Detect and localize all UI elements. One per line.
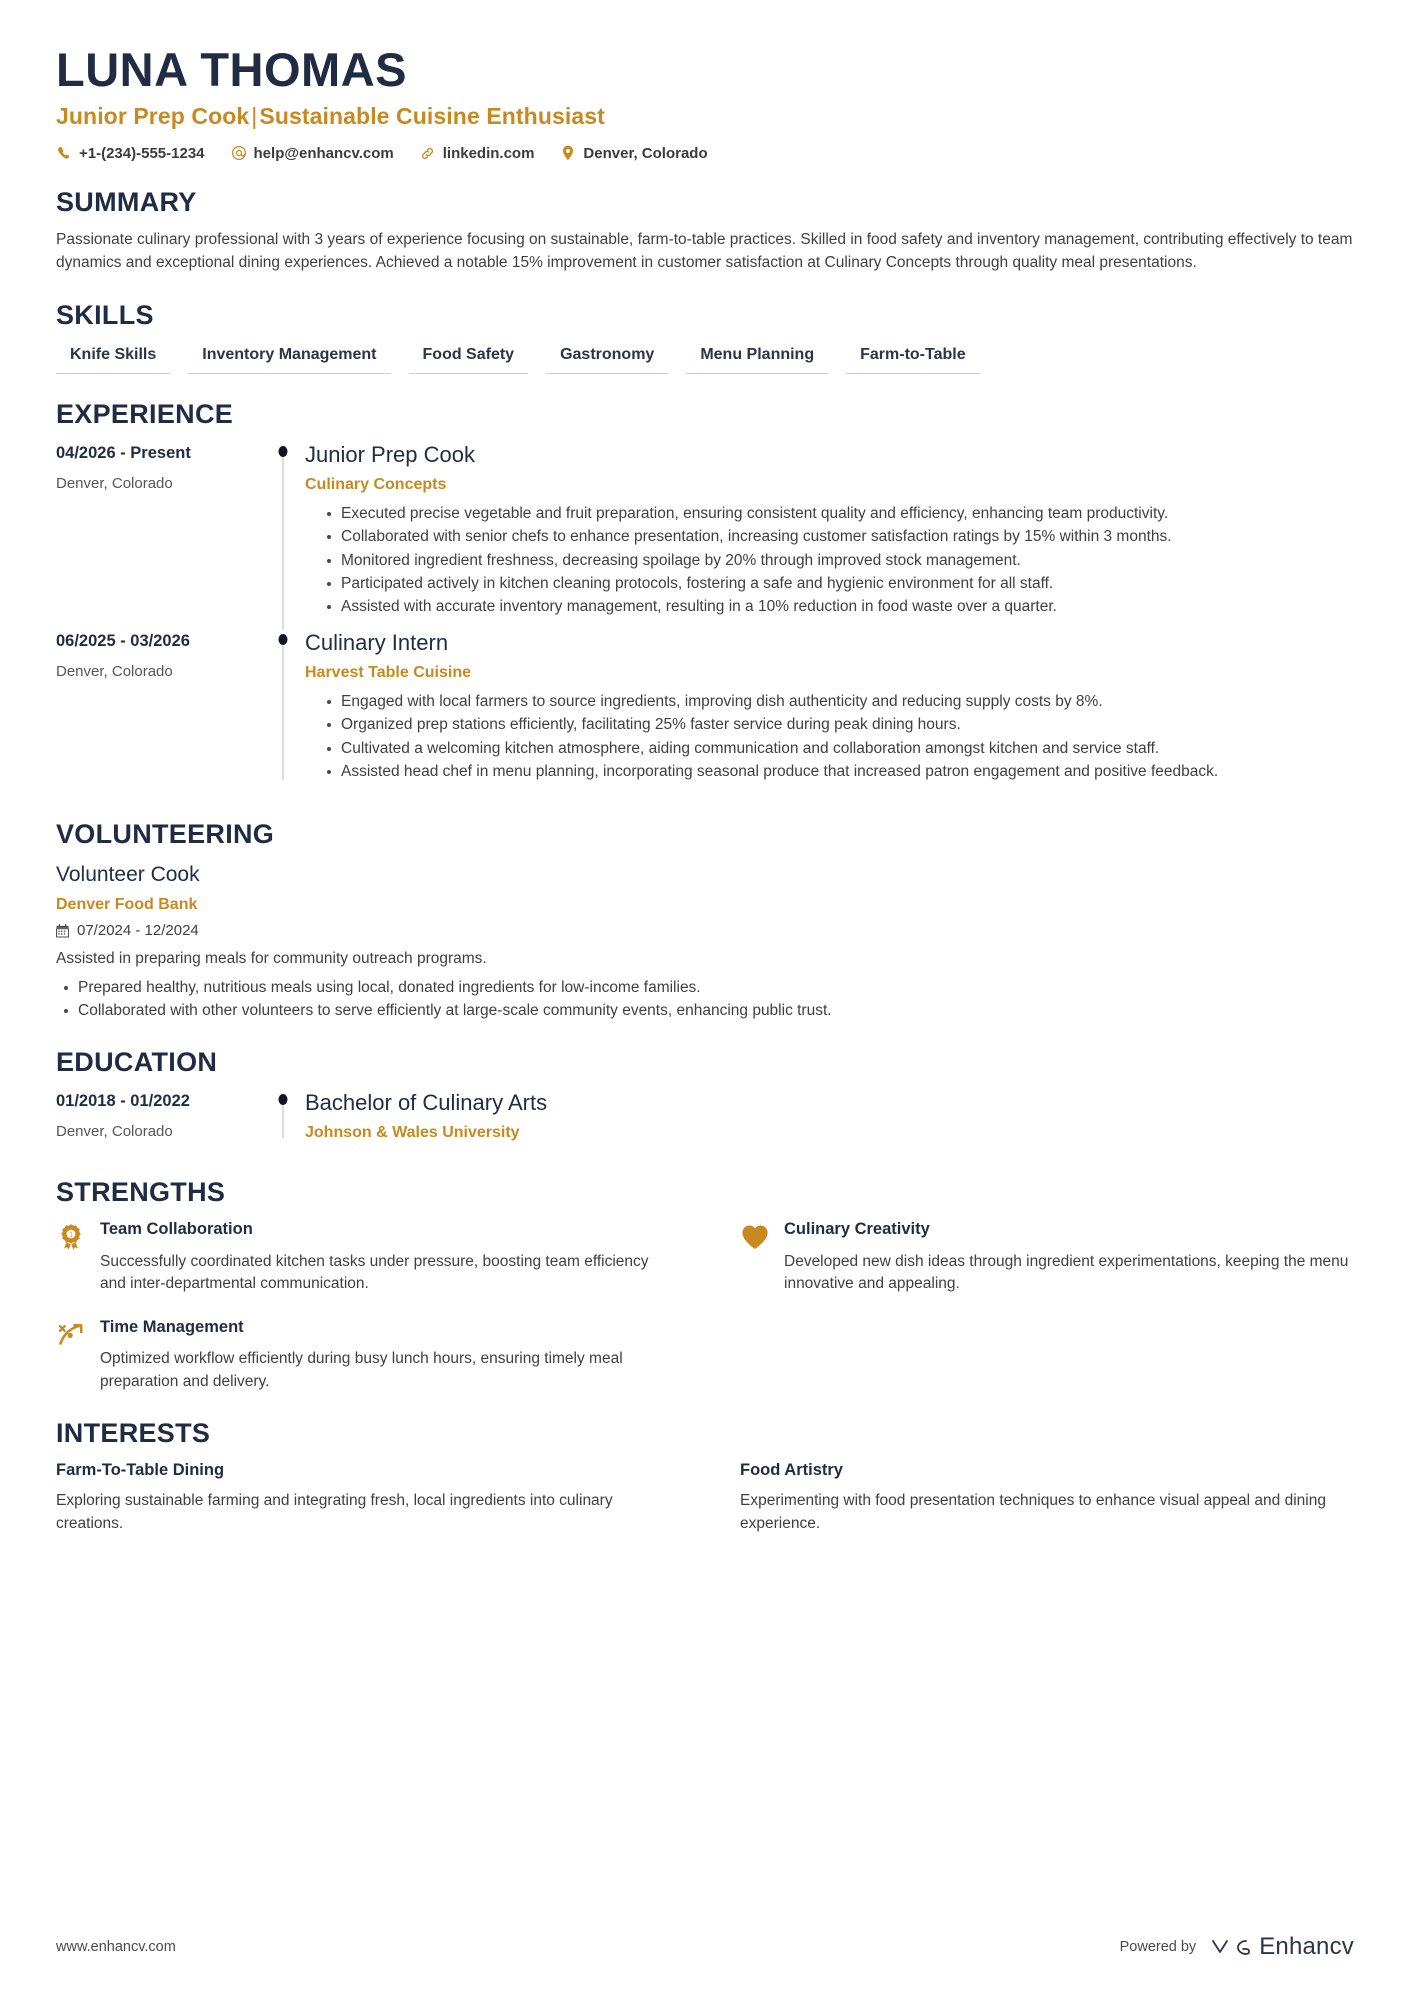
calendar-icon	[56, 924, 69, 938]
candidate-name: LUNA THOMAS	[56, 43, 408, 96]
timeline-rail	[261, 630, 305, 795]
experience-bullet: Monitored ingredient freshness, decreasing spoilage by 20% through improved stock management.	[327, 550, 1354, 572]
headline-subtitle: Sustainable Cuisine Enthusiast	[259, 102, 605, 129]
location-pin-icon	[560, 145, 576, 161]
experience-detail	[305, 442, 1354, 630]
phone-icon	[56, 145, 72, 161]
summary-title: SUMMARY	[56, 186, 197, 217]
strength-item	[740, 1220, 1354, 1296]
heart-icon	[740, 1222, 770, 1252]
education-detail	[305, 1090, 1354, 1152]
experience-bullet: Assisted head chef in menu planning, incorporating seasonal produce that increased patron engagement and positive feedback.	[327, 761, 1354, 783]
timeline-rail	[261, 1090, 305, 1152]
interest-title: Food Artistry	[740, 1461, 843, 1480]
experience-section	[56, 400, 1354, 794]
education-institution: Johnson & Wales University	[305, 1124, 520, 1142]
contact-location-text: Denver, Colorado	[583, 144, 708, 162]
interests-section	[56, 1419, 1354, 1535]
enhancv-logo	[1210, 1933, 1354, 1961]
interests-title: INTERESTS	[56, 1418, 211, 1449]
enhancv-wordmark: Enhancv	[1259, 1933, 1354, 1960]
experience-location: Denver, Colorado	[56, 662, 173, 680]
strengths-grid-spacer	[740, 1318, 1354, 1394]
volunteering-title: VOLUNTEERING	[56, 819, 275, 850]
timeline-dot-icon	[279, 446, 288, 457]
contact-email-text: help@enhancv.com	[253, 144, 394, 162]
experience-detail	[305, 630, 1354, 795]
experience-organization: Harvest Table Cuisine	[305, 663, 471, 681]
enhancv-mark-icon	[1210, 1934, 1250, 1960]
education-degree: Bachelor of Culinary Arts	[305, 1089, 548, 1115]
experience-entry	[56, 442, 1354, 630]
experience-bullet: Organized prep stations efficiently, facilitating 25% faster service during peak dining hours.	[327, 714, 1354, 736]
contact-phone[interactable]	[56, 145, 205, 162]
timeline-rail	[261, 442, 305, 630]
volunteering-organization: Denver Food Bank	[56, 896, 198, 914]
headline-divider: |	[251, 102, 258, 129]
education-section	[56, 1048, 1354, 1152]
experience-bullets	[305, 503, 1354, 619]
experience-role: Culinary Intern	[305, 629, 449, 655]
experience-role: Junior Prep Cook	[305, 441, 475, 467]
skills-title: SKILLS	[56, 300, 154, 331]
page-footer	[56, 1933, 1354, 1961]
experience-title: EXPERIENCE	[56, 398, 234, 429]
contact-email[interactable]	[231, 145, 394, 162]
experience-bullet: Assisted with accurate inventory management, resulting in a 10% reduction in food waste over a quarter.	[327, 596, 1354, 618]
skill-item: Food Safety	[409, 343, 529, 374]
skill-item: Inventory Management	[188, 343, 390, 374]
experience-organization: Culinary Concepts	[305, 475, 447, 493]
experience-bullet: Cultivated a welcoming kitchen atmosphere, aiding communication and collaboration amongst kitchen and service staff.	[327, 738, 1354, 760]
experience-entry	[56, 630, 1354, 795]
experience-location: Denver, Colorado	[56, 474, 173, 492]
experience-meta	[56, 630, 261, 795]
volunteering-bullet: Prepared healthy, nutritious meals using local, donated ingredients for low-income families.	[64, 977, 1354, 999]
education-location: Denver, Colorado	[56, 1122, 173, 1140]
footer-website[interactable]: www.enhancv.com	[56, 1939, 176, 1955]
strengths-grid	[56, 1220, 1354, 1393]
interest-item	[56, 1461, 670, 1535]
education-meta	[56, 1090, 261, 1152]
skills-section	[56, 301, 1354, 374]
volunteering-description: Assisted in preparing meals for community outreach programs.	[56, 950, 487, 968]
interest-description: Exploring sustainable farming and integrating fresh, local ingredients into culinary creations.	[56, 1492, 613, 1532]
headline-title: Junior Prep Cook	[56, 102, 250, 129]
interest-description: Experimenting with food presentation techniques to enhance visual appeal and dining experience.	[740, 1492, 1326, 1532]
contact-phone-text: +1-(234)-555-1234	[79, 144, 205, 162]
contact-location	[560, 145, 707, 162]
experience-bullet: Engaged with local farmers to source ingredients, improving dish authenticity and reducing supply costs by 8%.	[327, 691, 1354, 713]
svg-text:1: 1	[69, 1232, 73, 1239]
volunteering-role: Volunteer Cook	[56, 862, 200, 886]
skill-item: Farm-to-Table	[846, 343, 979, 374]
contact-row	[56, 145, 1354, 162]
strength-title: Team Collaboration	[100, 1219, 253, 1238]
timeline-dot-icon	[279, 634, 288, 645]
strength-body	[100, 1220, 670, 1296]
summary-section	[56, 188, 1354, 276]
experience-bullet: Participated actively in kitchen cleaning protocols, fostering a safe and hygienic environment for all staff.	[327, 573, 1354, 595]
education-dates: 01/2018 - 01/2022	[56, 1091, 190, 1110]
experience-bullet: Collaborated with senior chefs to enhance presentation, increasing customer satisfaction ratings by 15% within 3 months.	[327, 526, 1354, 548]
skill-item: Menu Planning	[686, 343, 828, 374]
interests-grid	[56, 1461, 1354, 1535]
strength-item	[56, 1220, 670, 1296]
volunteering-dates: 07/2024 - 12/2024	[77, 922, 199, 940]
contact-link-text: linkedin.com	[442, 144, 535, 162]
strength-title: Time Management	[100, 1317, 244, 1336]
strength-title: Culinary Creativity	[784, 1219, 930, 1238]
strength-body	[784, 1220, 1354, 1296]
interest-title: Farm-To-Table Dining	[56, 1461, 225, 1480]
contact-link[interactable]	[420, 145, 535, 162]
strength-item	[56, 1318, 670, 1394]
powered-by-label: Powered by	[1119, 1939, 1197, 1955]
skill-item: Gastronomy	[546, 343, 668, 374]
education-entry	[56, 1090, 1354, 1152]
strength-description: Successfully coordinated kitchen tasks under pressure, boosting team efficiency and inter-departmental communication.	[100, 1252, 649, 1293]
resume-header	[56, 44, 1354, 162]
volunteering-bullet: Collaborated with other volunteers to serve efficiently at large-scale community events, enhancing public trust.	[64, 1000, 1354, 1022]
strength-description: Developed new dish ideas through ingredient experimentations, keeping the menu innovative and appealing.	[784, 1252, 1349, 1293]
volunteering-dates-row	[56, 922, 1354, 939]
skill-item: Knife Skills	[56, 343, 170, 374]
experience-bullets	[305, 691, 1354, 783]
link-icon	[420, 145, 436, 161]
footer-brand-area	[1120, 1933, 1354, 1961]
strength-description: Optimized workflow efficiently during busy lunch hours, ensuring timely meal preparation and delivery.	[100, 1350, 623, 1390]
volunteering-bullets	[56, 977, 1354, 1023]
volunteering-section	[56, 820, 1354, 1022]
skills-list	[56, 343, 1354, 374]
experience-meta	[56, 442, 261, 630]
experience-bullet: Executed precise vegetable and fruit preparation, ensuring consistent quality and efficiency, enhancing team productivity.	[327, 503, 1354, 525]
experience-dates: 04/2026 - Present	[56, 443, 191, 462]
interest-item	[740, 1461, 1354, 1535]
award-ribbon-icon	[56, 1222, 86, 1252]
email-icon	[231, 145, 247, 161]
strengths-title: STRENGTHS	[56, 1177, 226, 1208]
timeline-dot-icon	[279, 1094, 288, 1105]
education-title: EDUCATION	[56, 1047, 218, 1078]
experience-dates: 06/2025 - 03/2026	[56, 631, 190, 650]
arrow-trajectory-icon	[56, 1320, 86, 1350]
strengths-section	[56, 1178, 1354, 1393]
candidate-headline	[56, 103, 1354, 130]
summary-text: Passionate culinary professional with 3 years of experience focusing on sustainable, farm-to-table practices. Skilled in food safety and inventory management, contributing effectively to team dynamics and exceptional dining experiences. Achieved a notable 15% improvement in customer satisfaction at Culinary Concepts through quality meal presentations.	[56, 231, 1353, 272]
strength-body	[100, 1318, 670, 1394]
